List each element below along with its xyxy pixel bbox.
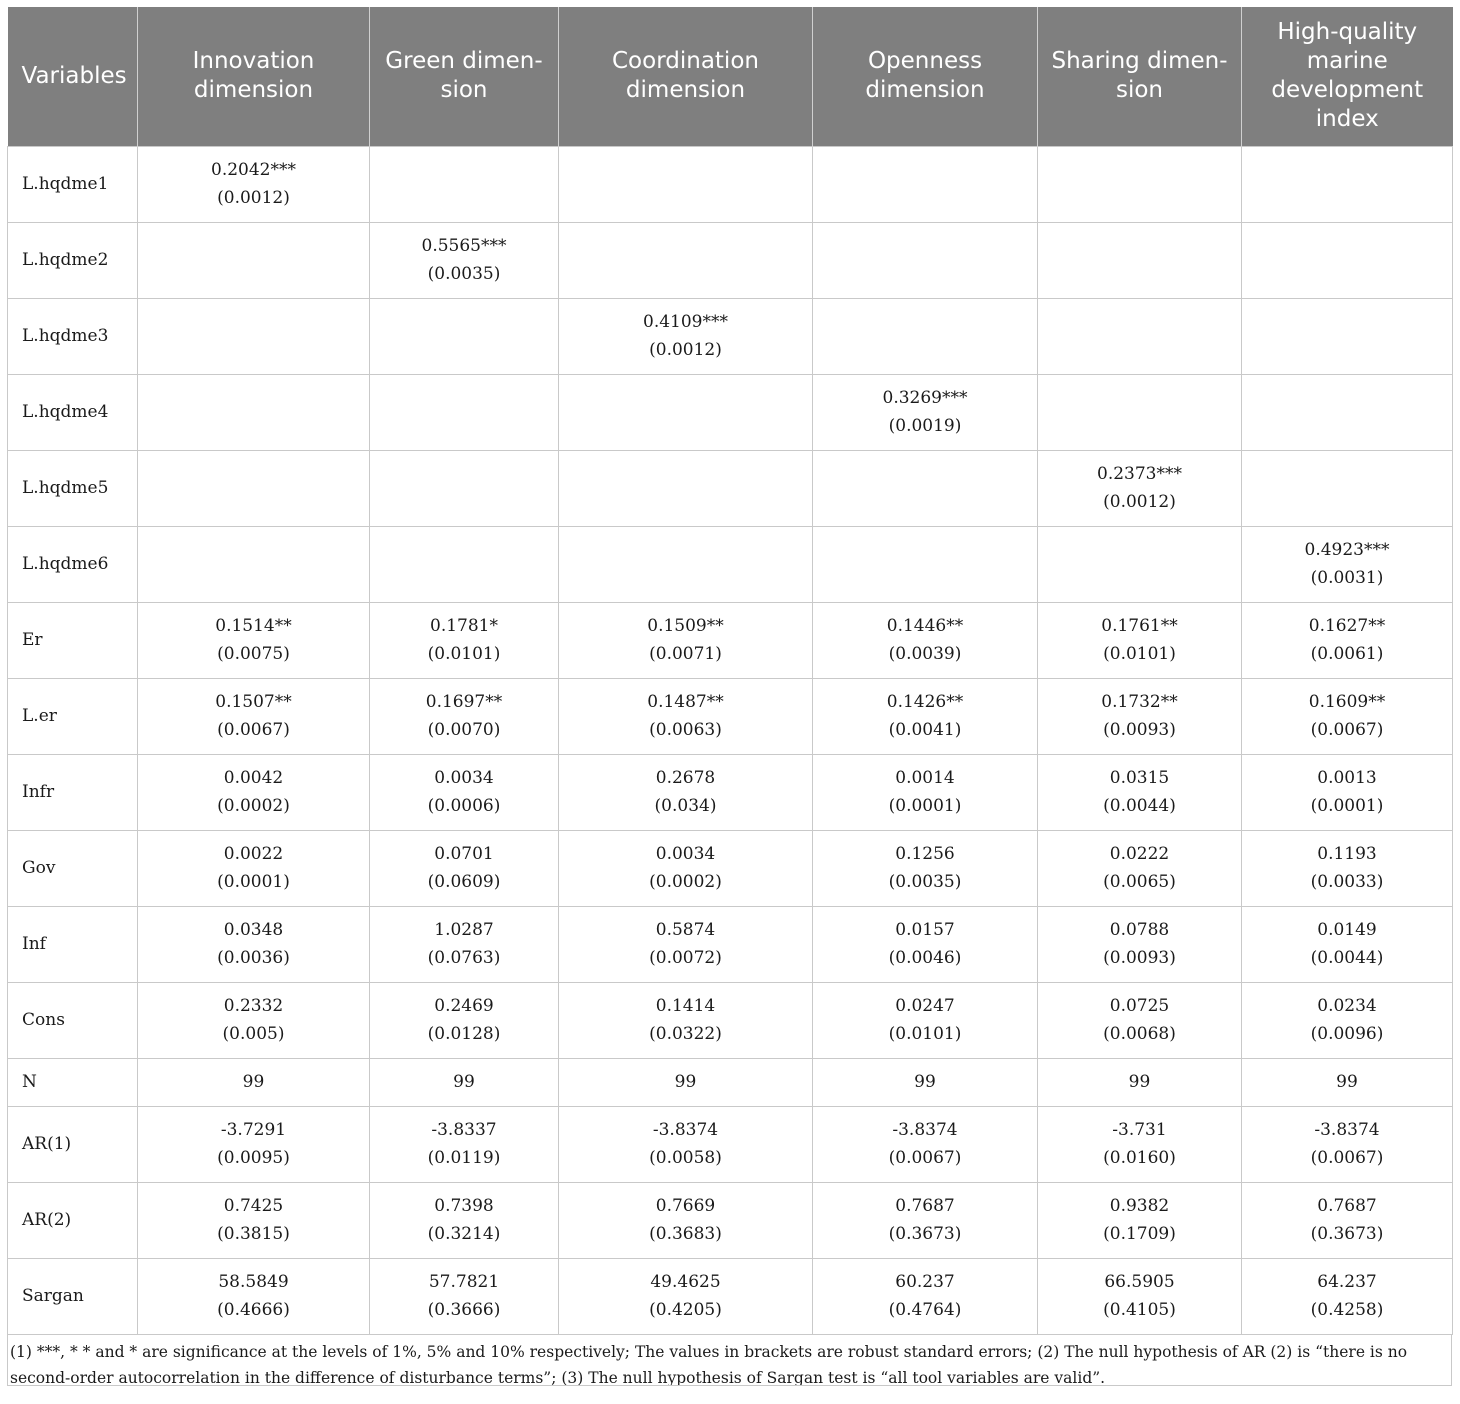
table-cell: [370, 754, 559, 830]
table-cell: [370, 298, 559, 374]
column-header-6: [1242, 7, 1453, 146]
column-header-line: development: [1271, 77, 1424, 104]
table-cell: [370, 906, 559, 982]
row-label: Er: [8, 602, 138, 678]
table-cell: [813, 1258, 1038, 1334]
table-row: [8, 298, 1453, 374]
column-header-line: Sharing dimen-: [1051, 48, 1228, 75]
table-cell: [1038, 1258, 1242, 1334]
coefficient-value: 0.0234: [1317, 996, 1377, 1016]
standard-error: (0.0070): [427, 720, 501, 740]
table-cell: [370, 982, 559, 1058]
table-cell: [559, 602, 813, 678]
standard-error: (0.0067): [1310, 1148, 1384, 1168]
standard-error: (0.0001): [1310, 796, 1384, 816]
table-cell: [138, 450, 370, 526]
coefficient-value: 0.1487**: [647, 692, 724, 712]
coefficient-value: 0.4109***: [643, 312, 728, 332]
table-cell: [370, 450, 559, 526]
table-cell: [138, 602, 370, 678]
row-label: Inf: [8, 906, 138, 982]
coefficient-value: 1.0287: [434, 920, 494, 940]
coefficient-value: 0.0222: [1109, 844, 1170, 864]
coefficient-value: 0.3269***: [882, 388, 968, 408]
coefficient-value: -3.7291: [220, 1120, 287, 1140]
coefficient-value: 0.1781*: [430, 616, 498, 636]
table-cell: [1242, 298, 1453, 374]
coefficient-value: 99: [1128, 1072, 1151, 1092]
standard-error: (0.0160): [1103, 1148, 1176, 1168]
table-cell: [138, 298, 370, 374]
coefficient-value: 0.2678: [655, 768, 716, 788]
coefficient-value: 49.4625: [650, 1272, 721, 1292]
column-header-5: [1038, 7, 1242, 146]
standard-error: (0.0035): [427, 264, 501, 284]
coefficient-value: 0.1446**: [886, 616, 964, 636]
table-cell: [1242, 450, 1453, 526]
row-label: L.er: [8, 678, 138, 754]
coefficient-value: 0.5874: [655, 920, 716, 940]
coefficient-value: 0.7687: [895, 1196, 955, 1216]
coefficient-value: 0.2042***: [211, 160, 296, 180]
standard-error: (0.0322): [649, 1024, 722, 1044]
table-cell: [559, 1058, 813, 1106]
standard-error: (0.0071): [649, 644, 722, 664]
standard-error: (0.0061): [1310, 644, 1384, 664]
standard-error: (0.0128): [427, 1024, 501, 1044]
regression-results-table: [7, 7, 1453, 1335]
table-cell: [370, 146, 559, 222]
standard-error: (0.0001): [217, 872, 290, 892]
table-cell: [1038, 982, 1242, 1058]
standard-error: (0.0093): [1103, 720, 1176, 740]
table-cell: [559, 1106, 813, 1182]
table-cell: [1038, 374, 1242, 450]
table-cell: [1038, 526, 1242, 602]
table-cell: [1038, 222, 1242, 298]
standard-error: (0.4205): [649, 1300, 722, 1320]
table-cell: [138, 830, 370, 906]
coefficient-value: -3.8374: [652, 1120, 719, 1140]
table-cell: [370, 602, 559, 678]
coefficient-value: -3.8374: [1314, 1120, 1380, 1140]
table-row: [8, 982, 1453, 1058]
coefficient-value: 0.7425: [223, 1196, 284, 1216]
table-row: [8, 146, 1453, 222]
coefficient-value: 64.237: [1317, 1272, 1377, 1292]
coefficient-value: 0.0034: [434, 768, 494, 788]
coefficient-value: 0.7687: [1317, 1196, 1377, 1216]
table-cell: [138, 374, 370, 450]
table-cell: [138, 222, 370, 298]
coefficient-value: -3.8374: [892, 1120, 958, 1140]
table-cell: [559, 830, 813, 906]
column-header-2: [370, 7, 559, 146]
coefficient-value: 0.0034: [655, 844, 716, 864]
table-cell: [1038, 146, 1242, 222]
table-cell: [1242, 1106, 1453, 1182]
row-label: Gov: [8, 830, 138, 906]
table-cell: [1242, 1258, 1453, 1334]
table-row: [8, 374, 1453, 450]
row-label: Infr: [8, 754, 138, 830]
standard-error: (0.4666): [217, 1300, 290, 1320]
table-cell: [370, 374, 559, 450]
row-label: L.hqdme1: [8, 146, 138, 222]
coefficient-value: 0.1193: [1317, 844, 1377, 864]
standard-error: (0.0036): [217, 948, 290, 968]
standard-error: (0.034): [654, 796, 717, 816]
table-cell: [1242, 906, 1453, 982]
standard-error: (0.3666): [427, 1300, 501, 1320]
standard-error: (0.0093): [1103, 948, 1176, 968]
table-cell: [559, 906, 813, 982]
column-header-line: sion: [440, 77, 488, 104]
table-row: [8, 906, 1453, 982]
standard-error: (0.1709): [1103, 1224, 1176, 1244]
coefficient-value: 0.1609**: [1308, 692, 1386, 712]
coefficient-value: 0.1426**: [886, 692, 964, 712]
standard-error: (0.0001): [888, 796, 962, 816]
coefficient-value: 0.1697**: [425, 692, 503, 712]
coefficient-value: 0.1256: [895, 844, 955, 864]
table-cell: [1242, 1182, 1453, 1258]
standard-error: (0.0002): [649, 872, 722, 892]
table-cell: [559, 1258, 813, 1334]
standard-error: (0.4764): [888, 1300, 962, 1320]
table-cell: [813, 906, 1038, 982]
column-header-line: dimension: [193, 77, 314, 104]
table-cell: [1038, 906, 1242, 982]
standard-error: (0.0063): [649, 720, 722, 740]
column-header-1: [138, 7, 370, 146]
table-row: [8, 1106, 1453, 1182]
table-cell: [138, 678, 370, 754]
standard-error: (0.0096): [1310, 1024, 1384, 1044]
column-header-3: [559, 7, 813, 146]
column-header-line: Green dimen-: [385, 48, 543, 75]
table-cell: [813, 754, 1038, 830]
table-cell: [559, 1182, 813, 1258]
table-row: [8, 526, 1453, 602]
coefficient-value: 0.0247: [895, 996, 955, 1016]
row-label: Cons: [8, 982, 138, 1058]
coefficient-value: 0.1514**: [215, 616, 292, 636]
table-cell: [559, 222, 813, 298]
coefficient-value: 0.2332: [223, 996, 284, 1016]
coefficient-value: 0.0701: [434, 844, 494, 864]
table-cell: [138, 526, 370, 602]
coefficient-value: 0.0014: [895, 768, 955, 788]
table-cell: [813, 678, 1038, 754]
coefficient-value: 0.0013: [1317, 768, 1377, 788]
table-cell: [1038, 298, 1242, 374]
table-row: [8, 1058, 1453, 1106]
table-cell: [1242, 830, 1453, 906]
table-cell: [1242, 982, 1453, 1058]
row-label: L.hqdme5: [8, 450, 138, 526]
standard-error: (0.005): [222, 1024, 285, 1044]
table-cell: [813, 1058, 1038, 1106]
standard-error: (0.0031): [1310, 568, 1384, 588]
table-cell: [813, 450, 1038, 526]
standard-error: (0.0067): [217, 720, 290, 740]
coefficient-value: 0.1627**: [1308, 616, 1386, 636]
standard-error: (0.0067): [1310, 720, 1384, 740]
standard-error: (0.0039): [888, 644, 962, 664]
standard-error: (0.3815): [217, 1224, 290, 1244]
standard-error: (0.0002): [217, 796, 290, 816]
coefficient-value: 99: [914, 1072, 936, 1092]
standard-error: (0.3683): [649, 1224, 722, 1244]
table-row: [8, 1258, 1453, 1334]
table-cell: [1038, 1182, 1242, 1258]
coefficient-value: 60.237: [895, 1272, 955, 1292]
table-footnote: (1) ***, * * and * are significance at the levels of 1%, 5% and 10% respectively; The values in brackets are robust standard errors; (2) The null hypothesis of AR (2) is “there is no second-order autocorrelation in the difference of disturbance terms”; (3) The null hypothesis of Sargan test is “all tool variables are valid”.: [7, 1335, 1452, 1386]
column-header-line: Innovation: [192, 48, 315, 75]
row-label: N: [8, 1058, 138, 1106]
table-cell: [813, 602, 1038, 678]
standard-error: (0.0012): [217, 188, 290, 208]
column-header-line: sion: [1115, 77, 1164, 104]
coefficient-value: 99: [1336, 1072, 1358, 1092]
table-cell: [1038, 678, 1242, 754]
coefficient-value: -3.8337: [431, 1120, 497, 1140]
standard-error: (0.0058): [649, 1148, 722, 1168]
table-cell: [559, 982, 813, 1058]
table-cell: [138, 982, 370, 1058]
table-cell: [138, 906, 370, 982]
standard-error: (0.0119): [427, 1148, 501, 1168]
coefficient-value: -3.731: [1112, 1120, 1167, 1140]
column-header-line: marine: [1306, 48, 1388, 75]
table-row: [8, 602, 1453, 678]
coefficient-value: 0.7398: [434, 1196, 494, 1216]
coefficient-value: 0.0157: [895, 920, 955, 940]
table-cell: [370, 222, 559, 298]
standard-error: (0.0068): [1103, 1024, 1176, 1044]
standard-error: (0.0044): [1310, 948, 1384, 968]
table-cell: [813, 222, 1038, 298]
standard-error: (0.3214): [427, 1224, 501, 1244]
standard-error: (0.0006): [427, 796, 501, 816]
table-cell: [138, 1106, 370, 1182]
table-row: [8, 830, 1453, 906]
table-cell: [813, 374, 1038, 450]
table-cell: [138, 1258, 370, 1334]
coefficient-value: 99: [242, 1072, 265, 1092]
table-cell: [1038, 1106, 1242, 1182]
column-header-line: High-quality: [1277, 19, 1418, 46]
table-cell: [813, 830, 1038, 906]
standard-error: (0.0012): [649, 340, 722, 360]
coefficient-value: 0.0788: [1109, 920, 1170, 940]
standard-error: (0.0101): [888, 1024, 962, 1044]
standard-error: (0.0075): [217, 644, 290, 664]
regression-table-container: [7, 7, 1459, 1386]
table-cell: [1038, 830, 1242, 906]
row-label: L.hqdme4: [8, 374, 138, 450]
standard-error: (0.0044): [1103, 796, 1176, 816]
table-cell: [813, 526, 1038, 602]
coefficient-value: 99: [453, 1072, 475, 1092]
standard-error: (0.0067): [888, 1148, 962, 1168]
coefficient-value: 0.0149: [1317, 920, 1377, 940]
standard-error: (0.0046): [888, 948, 962, 968]
column-header-variables: [8, 7, 138, 146]
coefficient-value: 0.2469: [434, 996, 494, 1016]
table-cell: [813, 1106, 1038, 1182]
coefficient-value: 0.1414: [655, 996, 716, 1016]
table-cell: [559, 754, 813, 830]
coefficient-value: 0.1732**: [1101, 692, 1178, 712]
standard-error: (0.0101): [1103, 644, 1176, 664]
table-cell: [370, 678, 559, 754]
table-row: [8, 1182, 1453, 1258]
standard-error: (0.0033): [1310, 872, 1384, 892]
table-row: [8, 222, 1453, 298]
table-cell: [559, 450, 813, 526]
column-header-line: Coordination: [612, 48, 759, 75]
coefficient-value: 66.5905: [1104, 1272, 1175, 1292]
standard-error: (0.0101): [427, 644, 501, 664]
table-cell: [138, 1182, 370, 1258]
column-header-line: Variables: [21, 62, 127, 89]
standard-error: (0.0019): [888, 416, 962, 436]
table-cell: [1038, 450, 1242, 526]
table-cell: [138, 146, 370, 222]
table-cell: [813, 298, 1038, 374]
row-label: AR(2): [8, 1182, 138, 1258]
coefficient-value: 0.0348: [223, 920, 284, 940]
standard-error: (0.0072): [649, 948, 722, 968]
table-cell: [370, 1058, 559, 1106]
coefficient-value: 0.7669: [655, 1196, 716, 1216]
standard-error: (0.3673): [1310, 1224, 1384, 1244]
standard-error: (0.0012): [1103, 492, 1176, 512]
standard-error: (0.0065): [1103, 872, 1176, 892]
column-header-line: dimension: [865, 77, 985, 104]
standard-error: (0.4105): [1103, 1300, 1176, 1320]
row-label: Sargan: [8, 1258, 138, 1334]
coefficient-value: 0.4923***: [1304, 540, 1390, 560]
table-cell: [1038, 1058, 1242, 1106]
coefficient-value: 58.5849: [218, 1272, 289, 1292]
coefficient-value: 0.9382: [1109, 1196, 1170, 1216]
table-cell: [370, 526, 559, 602]
column-header-4: [813, 7, 1038, 146]
row-label: AR(1): [8, 1106, 138, 1182]
coefficient-value: 99: [674, 1072, 697, 1092]
standard-error: (0.0095): [217, 1148, 290, 1168]
table-cell: [1038, 754, 1242, 830]
row-label: L.hqdme2: [8, 222, 138, 298]
coefficient-value: 0.0315: [1109, 768, 1170, 788]
column-header-line: dimension: [625, 77, 746, 104]
table-row: [8, 450, 1453, 526]
table-cell: [370, 830, 559, 906]
table-cell: [138, 1058, 370, 1106]
coefficient-value: 0.0022: [223, 844, 284, 864]
table-cell: [1242, 222, 1453, 298]
row-label: L.hqdme6: [8, 526, 138, 602]
standard-error: (0.0609): [427, 872, 501, 892]
coefficient-value: 0.1507**: [215, 692, 292, 712]
standard-error: (0.4258): [1310, 1300, 1384, 1320]
standard-error: (0.0763): [427, 948, 501, 968]
table-cell: [559, 526, 813, 602]
table-cell: [1038, 602, 1242, 678]
table-cell: [813, 982, 1038, 1058]
coefficient-value: 0.5565***: [421, 236, 507, 256]
coefficient-value: 57.7821: [428, 1272, 500, 1292]
table-cell: [1242, 1058, 1453, 1106]
table-cell: [370, 1106, 559, 1182]
table-cell: [138, 754, 370, 830]
table-cell: [1242, 678, 1453, 754]
coefficient-value: 0.1761**: [1101, 616, 1178, 636]
header-row: [8, 7, 1453, 146]
standard-error: (0.0035): [888, 872, 962, 892]
standard-error: (0.0041): [888, 720, 962, 740]
table-cell: [559, 298, 813, 374]
table-cell: [813, 1182, 1038, 1258]
table-cell: [813, 146, 1038, 222]
coefficient-value: 0.2373***: [1097, 464, 1182, 484]
table-cell: [370, 1182, 559, 1258]
table-cell: [1242, 146, 1453, 222]
table-row: [8, 678, 1453, 754]
table-header: [8, 7, 1453, 146]
table-cell: [1242, 526, 1453, 602]
table-cell: [1242, 374, 1453, 450]
table-cell: [559, 146, 813, 222]
table-cell: [1242, 602, 1453, 678]
table-body: [8, 146, 1453, 1334]
table-cell: [559, 678, 813, 754]
coefficient-value: 0.0725: [1109, 996, 1170, 1016]
table-cell: [1242, 754, 1453, 830]
table-cell: [559, 374, 813, 450]
column-header-line: index: [1315, 106, 1379, 133]
table-cell: [370, 1258, 559, 1334]
table-row: [8, 754, 1453, 830]
coefficient-value: 0.1509**: [647, 616, 724, 636]
standard-error: (0.3673): [888, 1224, 962, 1244]
row-label: L.hqdme3: [8, 298, 138, 374]
column-header-line: Openness: [867, 48, 983, 75]
coefficient-value: 0.0042: [223, 768, 284, 788]
